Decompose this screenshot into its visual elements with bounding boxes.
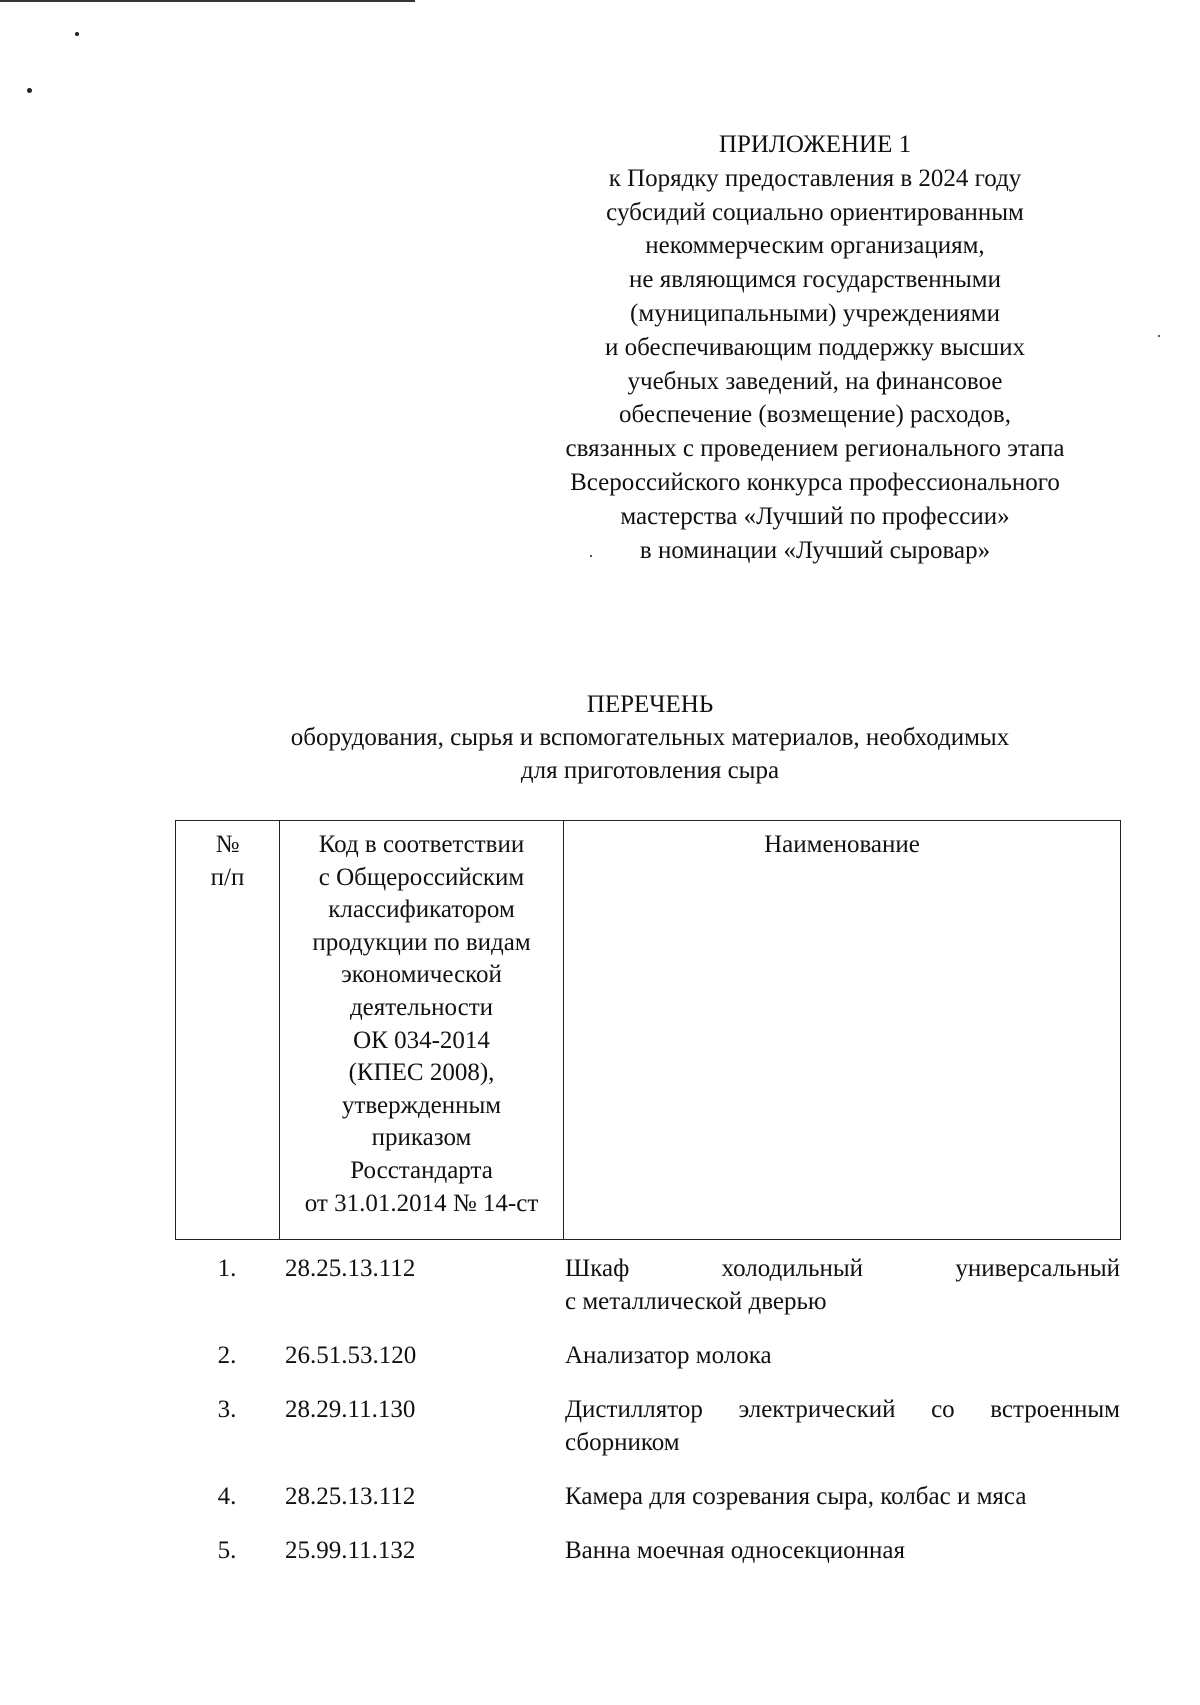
- row-code: 25.99.11.132: [285, 1537, 416, 1564]
- column-header-code: [280, 821, 564, 1240]
- row-name: [563, 1393, 1120, 1459]
- table-row: [175, 1252, 1120, 1318]
- header-text: экономической: [341, 961, 502, 989]
- header-text: Наименование: [764, 831, 920, 858]
- appendix-line: в номинации «Лучший сыровар»: [639, 536, 991, 564]
- header-text: классификатором: [328, 896, 515, 924]
- column-header-number: [176, 821, 280, 1240]
- header-text: продукции по видам: [312, 928, 531, 956]
- row-name-line: Шкаф холодильный универсальный: [565, 1255, 1120, 1282]
- appendix-line: обеспечение (возмещение) расходов,: [619, 401, 1011, 429]
- row-number: 4.: [217, 1483, 237, 1510]
- appendix-line: Всероссийского конкурса профессионального: [570, 468, 1060, 496]
- list-subtitle-line: оборудования, сырья и вспомогательных материалов, необходимых: [290, 724, 1010, 751]
- list-title: [150, 688, 1150, 787]
- appendix-line: к Порядку предоставления в 2024 году: [608, 164, 1022, 192]
- list-subtitle-line: для приготовления сыра: [520, 757, 780, 784]
- scan-speck: [27, 88, 32, 93]
- table-row: [175, 1534, 1120, 1567]
- row-name-line: Дистиллятор электрический со встроенным: [565, 1396, 1120, 1423]
- row-code: 26.51.53.120: [285, 1342, 417, 1369]
- appendix-header: [505, 128, 1125, 567]
- row-name-line: Анализатор молока: [565, 1342, 772, 1369]
- header-text: ОК 034-2014: [353, 1026, 490, 1054]
- row-code: 28.25.13.112: [285, 1483, 416, 1510]
- row-number: 2.: [217, 1342, 237, 1369]
- header-text: п/п: [210, 863, 245, 891]
- row-name: [563, 1252, 1120, 1318]
- scan-speck: [75, 32, 79, 36]
- row-name-line: с металлической дверью: [565, 1288, 827, 1315]
- scan-border-line: [0, 0, 415, 2]
- header-text: Код в соответствии: [318, 831, 525, 858]
- row-name-line: Камера для созревания сыра, колбас и мяса: [565, 1483, 1027, 1510]
- table-row: [175, 1480, 1120, 1513]
- appendix-line: и обеспечивающим поддержку высших: [605, 333, 1025, 361]
- header-text: утвержденным: [341, 1091, 502, 1119]
- table-body: [175, 1252, 1120, 1588]
- table-row: [175, 1393, 1120, 1459]
- row-name-line: Ванна моечная односекционная: [565, 1537, 906, 1564]
- appendix-line: субсидий социально ориентированным: [606, 198, 1024, 226]
- row-number: 1.: [217, 1255, 237, 1282]
- header-text: (КПЕС 2008),: [348, 1059, 495, 1087]
- row-code: 28.25.13.112: [285, 1255, 416, 1282]
- appendix-line: не являющимся государственными: [629, 266, 1001, 294]
- row-name-line: сборником: [565, 1429, 680, 1456]
- appendix-line: (муниципальными) учреждениями: [630, 299, 1000, 327]
- header-text: с Общероссийским: [318, 863, 525, 891]
- column-header-name: [564, 821, 1121, 1240]
- header-text: деятельности: [349, 993, 494, 1021]
- header-text: №: [215, 831, 240, 858]
- header-text: приказом: [371, 1124, 472, 1152]
- appendix-line: некоммерческим организациям,: [645, 232, 985, 260]
- row-name: [563, 1339, 1120, 1372]
- list-heading: ПЕРЕЧЕНЬ: [586, 691, 714, 718]
- header-text: Росстандарта: [350, 1156, 493, 1184]
- row-code: 28.29.11.130: [285, 1396, 416, 1423]
- table-header: [175, 820, 1121, 1240]
- table-row: [175, 1339, 1120, 1372]
- appendix-line: учебных заведений, на финансовое: [627, 367, 1003, 395]
- row-number: 5.: [217, 1537, 237, 1564]
- row-name: [563, 1480, 1120, 1513]
- header-text: от 31.01.2014 № 14-ст: [304, 1189, 539, 1217]
- row-name: [563, 1534, 1120, 1567]
- appendix-line: мастерства «Лучший по профессии»: [620, 502, 1010, 530]
- row-number: 3.: [217, 1396, 237, 1423]
- appendix-line: связанных с проведением регионального этапа: [565, 435, 1065, 463]
- appendix-title: ПРИЛОЖЕНИЕ 1: [718, 131, 912, 158]
- scan-speck: [1158, 335, 1160, 337]
